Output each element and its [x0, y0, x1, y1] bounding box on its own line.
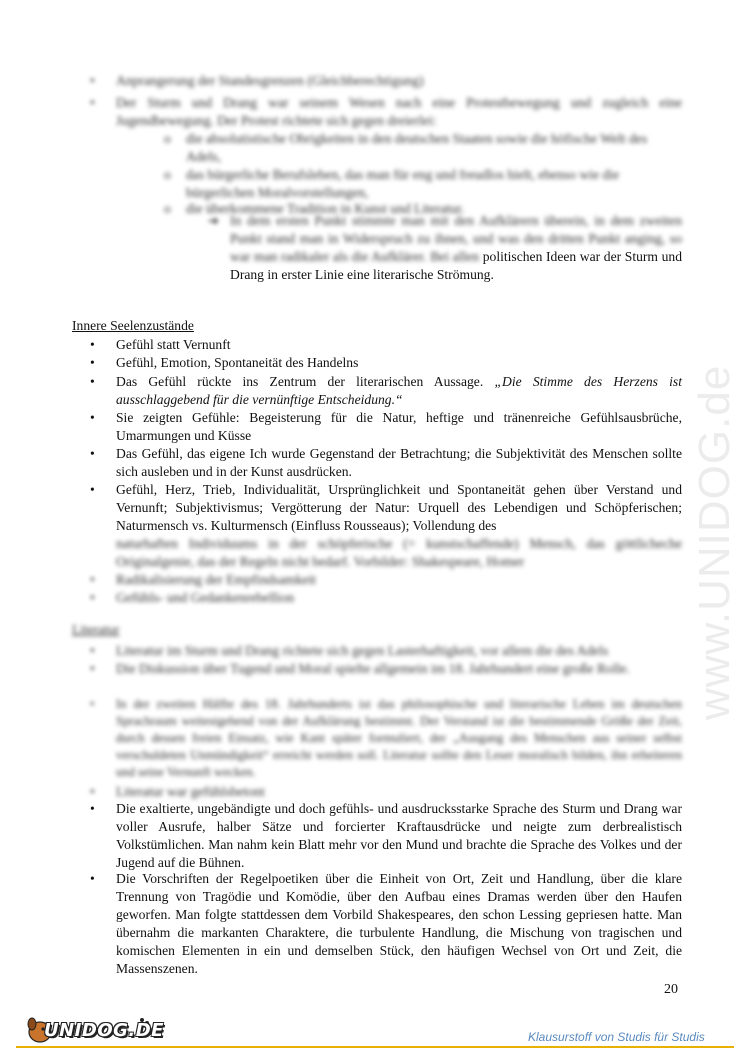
sub-bullet-tradition: o die überkommene Tradition in Kunst und Literatur.	[164, 201, 465, 216]
circle-bullet-icon: o	[164, 167, 171, 182]
bullet-dot-icon: •	[90, 95, 95, 110]
arrow-note: ➔ In dem ersten Punkt stimmte man mit den Aufklärern überein, in dem zweiten Punkt stand man in Widerspruch zu ihnen, und was den dritten Punkt anging, so war man radikaler als die Aufklärer. Bei allen politischen Ideen war der Sturm und Drang in erster Linie eine literarische Strömung.	[208, 213, 682, 282]
bullet-dot-icon: •	[90, 572, 95, 587]
logo-text: UNIDOG.DE	[44, 1020, 164, 1041]
bullet-dot-icon: •	[90, 337, 95, 352]
bullet-protestbewegung: • Der Sturm und Drang war seinem Wesen nach eine Protestbewegung und zugleich eine Jugendbewegung. Der Protest richtete sich gegen dreierlei:	[90, 95, 682, 128]
bullet-dot-icon: •	[90, 590, 95, 605]
footer-tagline: Klausurstoff von Studis für Studis	[528, 1030, 705, 1044]
bullet-dot-icon: •	[90, 697, 95, 711]
bullet-dot-icon: •	[90, 482, 95, 497]
bullet-dot-icon: •	[90, 801, 95, 816]
bullet-gefuehl-vernunft: • Gefühl statt Vernunft	[90, 337, 231, 352]
bullet-radikalisierung: • Radikalisierung der Empfindsamkeit	[90, 572, 317, 587]
bullet-dot-icon: •	[90, 661, 95, 676]
bullet-dot-icon: •	[90, 784, 95, 799]
section-heading-literatur: Literatur	[72, 622, 120, 637]
circle-bullet-icon: o	[164, 131, 171, 146]
watermark: www.UNIDOG.de	[690, 364, 739, 720]
bullet-lasterhaftigkeit: • Literatur im Sturm und Drang richtete sich gegen Lasterhaftigkeit, vor allem die des Adels	[90, 643, 609, 658]
bullet-verstand-continued: naturhaften Individuums in der schöpferische (= kunstschaffende) Mensch, das göttlicheche Originalgenie, das der Regeln nicht bedarf. Vorbilder: Shakespeare, Homer	[116, 536, 682, 569]
bullet-dot-icon: •	[90, 871, 95, 886]
sub-bullet-obrigkeit: o die absolutistische Obrigkeiten in den deutschen Staaten sowie die höfische Welt des Adels,	[164, 131, 648, 164]
bullet-sprache: • Die exaltierte, ungebändigte und doch gefühls- und ausdrucksstarke Sprache des Sturm und Drang war voller Ausrufe, halber Sätze und forcierter Kraftausdrücke und neigte zum derbrealistisch Volkstümlichen. Man nahm kein Blatt mehr vor den Mund und brachte die Sprache des Volkes und der Jugend auf die Bühnen.	[90, 801, 682, 870]
bullet-rebellion: • Gefühls- und Gedankenrebellion	[90, 590, 295, 605]
bullet-dot-icon: •	[90, 355, 95, 370]
bullet-dot-icon: •	[90, 446, 95, 461]
bullet-verstand: • Gefühl, Herz, Trieb, Individualität, Ursprünglichkeit und Spontaneität gehen über Verstand und Vernunft; Subjektivismus; Vergötterung der Natur: Urquell des Lebendigen und Schöpferischen; Naturmensch vs. Kulturmensch (Einfluss Rousseaus); Vollendung des	[90, 482, 682, 533]
sub-bullet-berufsleben: o das bürgerliche Berufsleben, das man für eng und freudlos hielt, ebenso wie die bürgerlichen Moralvorstellungen,	[164, 167, 620, 200]
bullet-emotion: • Gefühl, Emotion, Spontaneität des Handelns	[90, 355, 359, 370]
arrow-right-icon: ➔	[208, 213, 219, 228]
bullet-subjektivitaet: • Das Gefühl, das eigene Ich wurde Gegenstand der Betrachtung; die Subjektivität des Menschen sollte sich ausleben und in der Kunst ausdrücken.	[90, 446, 682, 479]
bullet-dot-icon: •	[90, 643, 95, 658]
circle-bullet-icon: o	[164, 201, 171, 216]
bullet-tugend: • Die Diskussion über Tugend und Moral spielte allgemein im 18. Jahrhundert eine große Rolle.	[90, 661, 630, 676]
bullet-zentrum: • Das Gefühl rückte ins Zentrum der literarischen Aussage. „Die Stimme des Herzens ist ausschlaggebend für die vernünftige Entscheidung.“	[90, 374, 682, 407]
bullet-standesgrenzen: • Anprangerung der Standesgrenzen (Gleichberechtigung)	[90, 73, 424, 88]
bullet-dot-icon: •	[90, 410, 95, 425]
section-heading-seelenzustaende: Innere Seelenzustände	[72, 318, 194, 333]
bullet-gefuehle-zeigen: • Sie zeigten Gefühle: Begeisterung für die Natur, heftige und tränenreiche Gefühlsausbrüche, Umarmungen und Küsse	[90, 410, 682, 443]
bullet-dot-icon: •	[90, 73, 95, 88]
bullet-gefuehlsbetont: • Literatur war gefühlsbetont	[90, 784, 265, 799]
bullet-aufklaerung: • In der zweiten Hälfte des 18. Jahrhunderts ist das philosophische und literarische Leben im deutschen Sprachraum weitestgehend von der Aufklärung bestimmt. Der Verstand ist die bestimmende Größe der Zeit, durch dessen freien Einsatz, wie Kant später formuliert, der „Ausgang des Menschen aus seiner selbst verschuldeten Unmündigkeit“ erreicht werden soll. Literatur sollte den Leser moralisch bilden, ihn erheiteren und seine Vernunft wecken.	[90, 697, 682, 779]
footer-divider	[16, 1046, 734, 1048]
bullet-regelpoetiken: • Die Vorschriften der Regelpoetiken über die Einheit von Ort, Zeit und Handlung, über die klare Trennung von Tragödie und Komödie, über den Aufbau eines Dramas werden über den Haufen geworfen. Man folgte stattdessen dem Vorbild Shakespeares, den schon Lessing gepriesen hatte. Man übernahm die markanten Charaktere, die turbulente Handlung, die Mischung von tragischen und komischen Elementen in ein und demselben Stück, den häufigen Wechsel von Ort und Zeit, die Massenszenen.	[90, 871, 682, 976]
page-number: 20	[664, 982, 678, 997]
bullet-dot-icon: •	[90, 374, 95, 389]
